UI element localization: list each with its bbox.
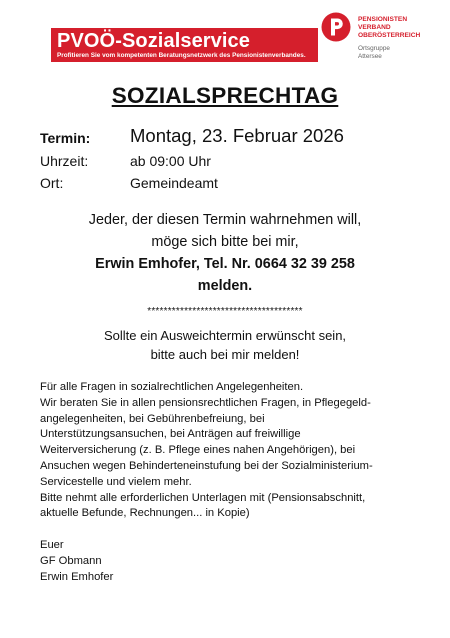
info-line: Unterstützungsansuchen, bei Anträgen auf freiwillige (40, 428, 301, 441)
termin-label: Termin: (40, 130, 91, 146)
logo-wordmark (358, 16, 420, 41)
logo-subtitle (358, 45, 390, 61)
info-line: Für alle Fragen in sozialrechtlichen Angelegenheiten. (40, 381, 304, 393)
logo-line-2: VERBAND (358, 24, 391, 32)
alternate-line-2: bitte auch bei mir melden! (150, 347, 300, 362)
info-line: Servicestelle und vielem mehr. (40, 475, 192, 488)
info-line: Bitte nehmt alle erforderlichen Unterlagen mit (Pensionsabschnitt, (40, 491, 366, 504)
notice-line-1: Jeder, der diesen Termin wahrnehmen will, (88, 212, 362, 228)
notice-contact: Erwin Emhofer, Tel. Nr. 0664 32 39 258 (95, 256, 355, 272)
info-line: Weiterversicherung (z. B. Pflege eines nahen Angehörigen), bei (40, 444, 356, 457)
ort-value: Gemeindeamt (130, 175, 218, 191)
info-paragraph (40, 380, 373, 522)
signature-line: Euer (40, 539, 64, 551)
ort-label: Ort: (40, 175, 64, 191)
logo-line-3: OBERÖSTERREICH (358, 32, 421, 40)
notice-line-4: melden. (197, 278, 253, 294)
uhrzeit-value: ab 09:00 Uhr (130, 153, 211, 169)
signature-line: GF Obmann (40, 554, 102, 567)
signature-line: Erwin Emhofer (40, 570, 114, 583)
banner-title: PVOÖ-Sozialservice (57, 30, 251, 52)
info-line: aktuelle Befunde, Rechnungen... in Kopie) (40, 507, 250, 520)
banner-subtitle: Profitieren Sie vom kompetenten Beratungsnetzwerk des Pensionistenverbandes. (57, 52, 306, 59)
logo-line-1: PENSIONISTEN (358, 16, 408, 23)
alternate-line-1: Sollte ein Ausweichtermin erwünscht sein, (103, 328, 347, 343)
header-banner (51, 28, 318, 62)
termin-value: Montag, 23. Februar 2026 (130, 125, 344, 146)
info-line: angelegenheiten, bei Gebührenbefreiung, bei (40, 412, 265, 425)
signature-block (40, 538, 113, 585)
logo-sub-1: Ortsgruppe (358, 45, 390, 52)
page-title: SOZIALSPRECHTAG (111, 83, 339, 108)
separator-stars: ************************************** (147, 306, 303, 317)
notice-line-2: möge sich bitte bei mir, (151, 234, 299, 250)
pensionistenverband-logo-icon (321, 12, 351, 42)
info-line: Wir beraten Sie in allen pensionsrechtlichen Fragen, in Pflegegeld- (40, 396, 371, 409)
logo-sub-2: Attersee (358, 53, 382, 60)
uhrzeit-label: Uhrzeit: (40, 153, 89, 169)
info-line: Ansuchen wegen Behinderteneinstufung bei der Sozialministerium- (40, 459, 373, 472)
